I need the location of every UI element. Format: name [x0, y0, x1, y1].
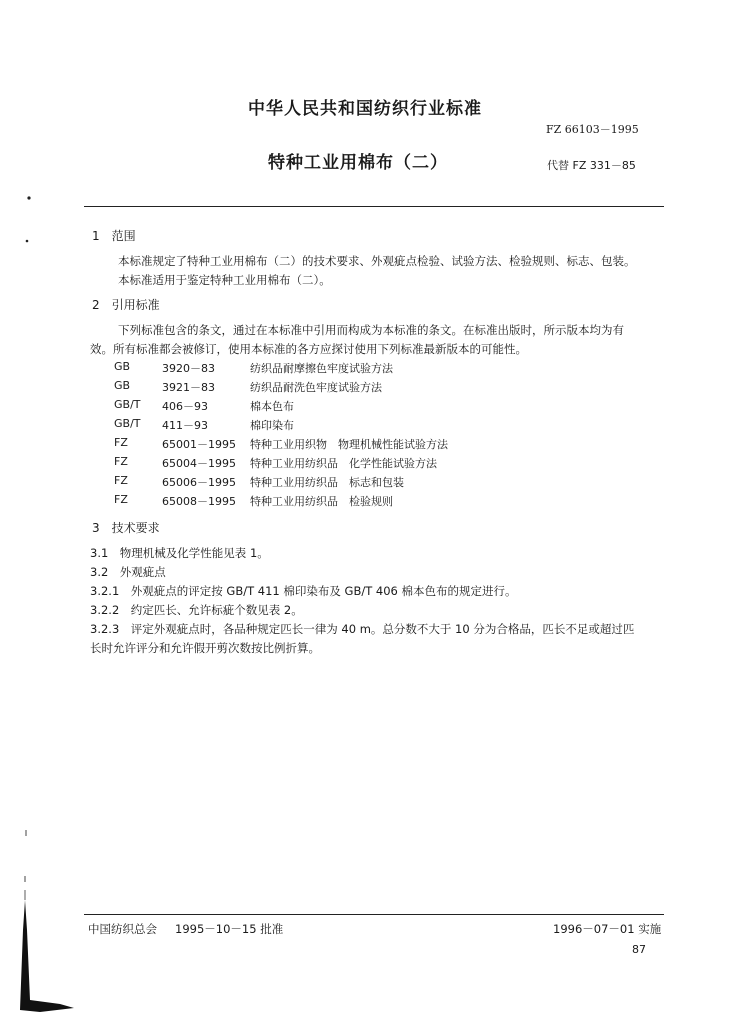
references-intro-line: 下列标准包含的条文，通过在本标准中引用而构成为本标准的条文。在标准出版时，所示版本均为有: [118, 323, 624, 337]
reference-row: [0, 417, 730, 436]
reference-prefix: GB: [114, 360, 131, 373]
reference-row: [0, 455, 730, 474]
reference-title: 纺织品耐洗色牢度试验方法: [250, 381, 382, 394]
reference-row: [0, 398, 730, 417]
reference-title: 棉印染布: [250, 419, 294, 432]
references-intro-line: 效。所有标准都会被修订，使用本标准的各方应探讨使用下列标准最新版本的可能性。: [90, 342, 527, 356]
reference-prefix: GB/T: [114, 417, 141, 430]
reference-title: 纺织品耐摩擦色牢度试验方法: [250, 362, 393, 375]
reference-number: 65008－1995: [162, 495, 236, 508]
section-heading-references: 2 引用标准: [92, 298, 160, 312]
standard-number: FZ 66103－1995: [546, 123, 639, 136]
reference-prefix: GB/T: [114, 398, 141, 411]
reference-prefix: GB: [114, 379, 131, 392]
document-title: 特种工业用棉布（二）: [268, 153, 448, 173]
reference-title: 棉本色布: [250, 400, 294, 413]
reference-title: 特种工业用纺织品 标志和包装: [250, 476, 404, 489]
page-number: 87: [632, 943, 646, 956]
reference-number: 411－93: [162, 419, 208, 432]
reference-prefix: FZ: [114, 474, 128, 487]
footer-divider: [84, 914, 664, 915]
header-divider: [84, 206, 664, 207]
reference-row: [0, 360, 730, 379]
reference-prefix: FZ: [114, 436, 128, 449]
scope-line: 本标准规定了特种工业用棉布（二）的技术要求、外观疵点检验、试验方法、检验规则、标志、包装。: [118, 254, 636, 268]
requirement-item: 3.2.2 约定匹长、允许标疵个数见表 2。: [90, 603, 303, 617]
reference-row: [0, 436, 730, 455]
reference-number: 406－93: [162, 400, 208, 413]
requirement-item: 3.1 物理机械及化学性能见表 1。: [90, 546, 269, 560]
replaces-note: 代替 FZ 331－85: [547, 159, 636, 172]
scan-artifact: [0, 0, 80, 1024]
reference-prefix: FZ: [114, 455, 128, 468]
reference-row: [0, 493, 730, 512]
reference-number: 3920－83: [162, 362, 215, 375]
reference-title: 特种工业用纺织品 检验规则: [250, 495, 393, 508]
approval-date: 1995－10－15 批准: [175, 922, 284, 936]
requirement-item: 3.2 外观疵点: [90, 565, 166, 579]
effective-date: 1996－07－01 实施: [553, 922, 662, 936]
section-heading-technical-requirements: 3 技术要求: [92, 521, 160, 535]
reference-number: 65006－1995: [162, 476, 236, 489]
reference-number: 3921－83: [162, 381, 215, 394]
reference-row: [0, 474, 730, 493]
section-heading-scope: 1 范围: [92, 229, 136, 243]
reference-title: 特种工业用纺织品 化学性能试验方法: [250, 457, 437, 470]
reference-row: [0, 379, 730, 398]
requirement-item: 3.2.3 评定外观疵点时，各品种规定匹长一律为 40 m。总分数不大于 10 分为合格品，匹长不足或超过匹: [90, 622, 635, 636]
scope-line: 本标准适用于鉴定特种工业用棉布（二）。: [118, 273, 331, 287]
reference-number: 65004－1995: [162, 457, 236, 470]
requirement-item: 3.2.1 外观疵点的评定按 GB/T 411 棉印染布及 GB/T 406 棉本色布的规定进行。: [90, 584, 517, 598]
approver: 中国纺织总会: [88, 922, 157, 936]
reference-prefix: FZ: [114, 493, 128, 506]
reference-title: 特种工业用织物 物理机械性能试验方法: [250, 438, 448, 451]
requirement-item: 长时允许评分和允许假开剪次数按比例折算。: [90, 641, 320, 655]
reference-number: 65001－1995: [162, 438, 236, 451]
issuing-authority: 中华人民共和国纺织行业标准: [248, 99, 482, 119]
